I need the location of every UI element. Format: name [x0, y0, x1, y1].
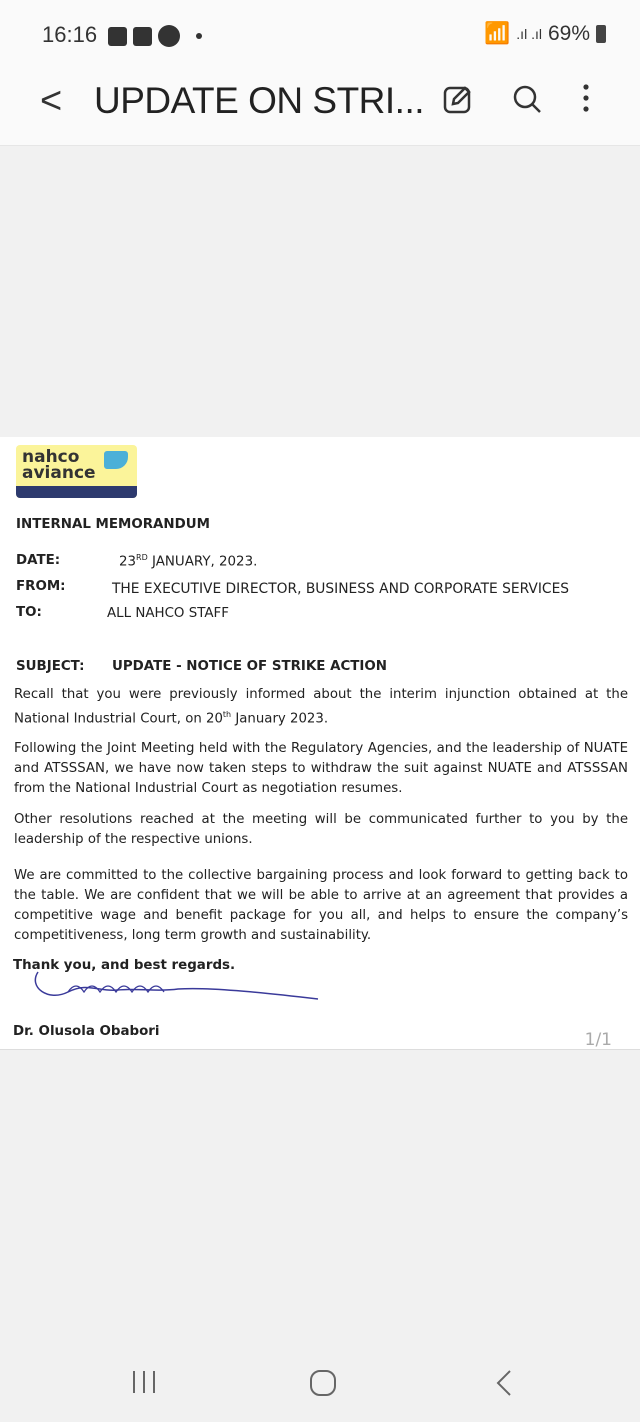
message-notification-icon	[133, 27, 152, 46]
search-icon[interactable]	[510, 82, 544, 116]
phone-notification-icon	[158, 25, 180, 47]
wifi-icon: 📶	[484, 22, 511, 45]
subject-label: SUBJECT:	[16, 659, 85, 674]
nahco-aviance-logo: nahco aviance	[16, 445, 137, 498]
paragraph-4: We are committed to the collective bargaining process and look forward to getting back to the table. We are confident that we will be able to arrive at an agreement that provides a competitive wage and benefit package for you all, and helps to ensure the company’s competitiveness, long term growth and sustainability.	[14, 868, 628, 943]
to-label: TO:	[16, 605, 42, 620]
to-value: ALL NAHCO STAFF	[107, 606, 229, 621]
signatory-name: Dr. Olusola Obabori	[13, 1024, 160, 1039]
signal-icon: .ıl .ıl	[516, 26, 542, 42]
status-bar	[0, 0, 640, 70]
back-button[interactable]: <	[40, 80, 63, 122]
home-button[interactable]	[308, 1368, 338, 1398]
page-indicator: 1/1	[584, 1030, 612, 1050]
signature	[28, 962, 328, 1012]
more-options-icon[interactable]	[569, 82, 603, 116]
navigation-bar	[0, 1342, 640, 1422]
battery-percent: 69%	[547, 22, 590, 45]
paragraph-3: Other resolutions reached at the meeting will be communicated further to you by the leadership of the respective unions.	[14, 812, 628, 847]
app-bar	[0, 70, 640, 146]
battery-icon	[596, 25, 606, 43]
date-value: 23RD JANUARY, 2023.	[119, 553, 258, 570]
subject-value: UPDATE - NOTICE OF STRIKE ACTION	[112, 659, 387, 674]
more-notifications-icon	[196, 33, 202, 39]
gallery-notification-icon	[108, 27, 127, 46]
paragraph-1: Recall that you were previously informed about the interim injunction obtained at the National Industrial Court, on 20th January 2023.	[14, 687, 628, 727]
memo-heading: INTERNAL MEMORANDUM	[16, 517, 210, 532]
from-value: THE EXECUTIVE DIRECTOR, BUSINESS AND CORPORATE SERVICES	[112, 581, 570, 597]
clock: 16:16	[42, 22, 98, 47]
back-nav-button[interactable]	[490, 1368, 518, 1398]
closing: Thank you, and best regards.	[13, 958, 236, 973]
edit-icon[interactable]	[441, 82, 475, 116]
date-label: DATE:	[16, 553, 61, 568]
document-page	[0, 437, 640, 1050]
recent-apps-button[interactable]	[130, 1368, 158, 1396]
from-label: FROM:	[16, 579, 66, 594]
document-title: UPDATE ON STRI...	[94, 80, 425, 121]
paragraph-2: Following the Joint Meeting held with the Regulatory Agencies, and the leadership of NUATE and ATSSSAN, we have now taken steps to withdraw the suit against NUATE and ATSSSAN from the National Industrial Court as negotiation resumes.	[14, 741, 628, 796]
